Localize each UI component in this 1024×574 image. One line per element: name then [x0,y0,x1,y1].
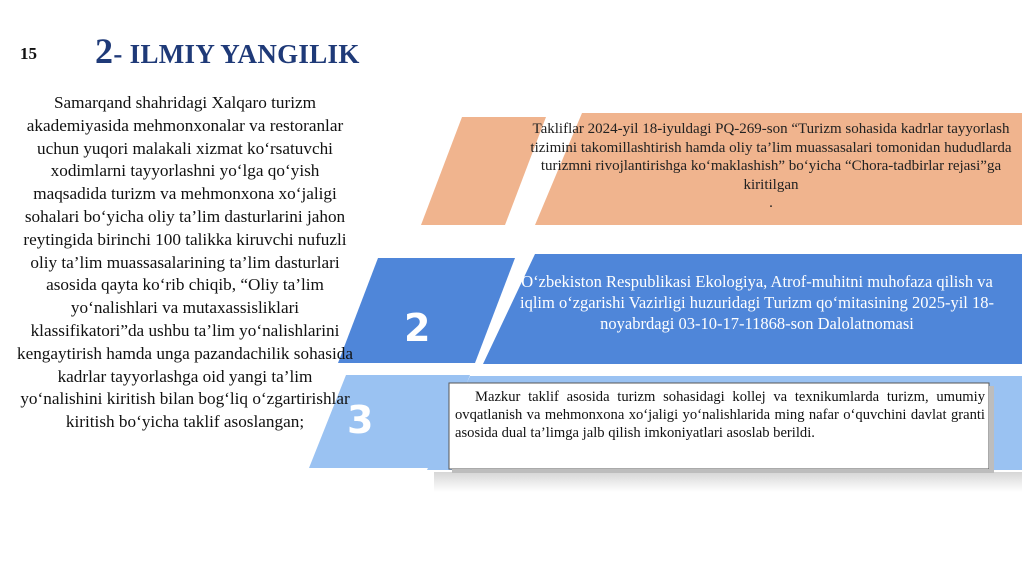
body-paragraph: Samarqand shahridagi Xalqaro turizm akademiyasida mehmonxonalar va restoranlar uchun yuqori malakali xizmat ko‘rsatuvchi xodimlarni tayyorlashni yo‘lga qo‘yish maqsadida turizm va mehmonxona xo‘jaligi sohalari bo‘yicha oliy ta’lim dasturlarini jahon reytingida birinchi 100 talikka kiruvchi nufuzli oliy ta’lim muassasalarining ta’lim dasturlari asosida qayta ko‘rib chiqib, “Oliy ta’lim yo‘nalishlari va mutaxassisliklari klassifikatori”da ushbu ta’lim yo‘nalishlarini kengaytirish hamda unga pazandachilik sohasida kadrlar tayyorlashga oid yangi ta’lim yo‘nalishini kiritish bilan bog‘liq o‘zgartirishlar kiritish bo‘yicha taklif asoslangan; [16,93,353,432]
box1-text [525,120,1017,213]
box3-text: Mazkur taklif asosida turizm sohasidagi kollej va texnikumlarda turizm, umumiy ovqatlanish va mehmonxona xo‘jaligi yo‘nalishlarida ming nafar o‘quvchini davlat granti asosida dual ta’limga jalb qilish imkoniyatlari asoslab berildi. [455,389,985,441]
box1-main-text: Takliflar 2024-yil 18-iyuldagi PQ-269-son “Turizm sohasida kadrlar tayyorlash tizimini takomillashtirish hamda oliy ta’lim muassasalari tomonidan hududlarda turizmni rivojlantirishga ko‘maklashish” bo‘yicha “Chora-tadbirlar rejasi”ga kiritilgan [530,121,1012,193]
box3-text-panel-shadow-bottom [452,469,994,473]
box1-extra: . [769,195,773,211]
box3-number: 3 [347,398,374,442]
slide-title [95,30,360,72]
box3-text-panel-shadow-right [989,386,994,472]
title-text: - ILMIY YANGILIK [113,39,360,69]
box2-number: 2 [404,306,431,350]
title-number: 2 [95,31,114,71]
box3-shadow [434,472,1022,492]
box2-text: O‘zbekiston Respublikasi Ekologiya, Atrof-muhitni muhofaza qilish va iqlim o‘zgarishi Vazirligi huzuridagi Turizm qo‘mitasining 2025-yil 18-noyabrdagi 03-10-17-11868-son Dalolatnomasi [519,272,995,333]
page-number: 15 [20,44,37,63]
